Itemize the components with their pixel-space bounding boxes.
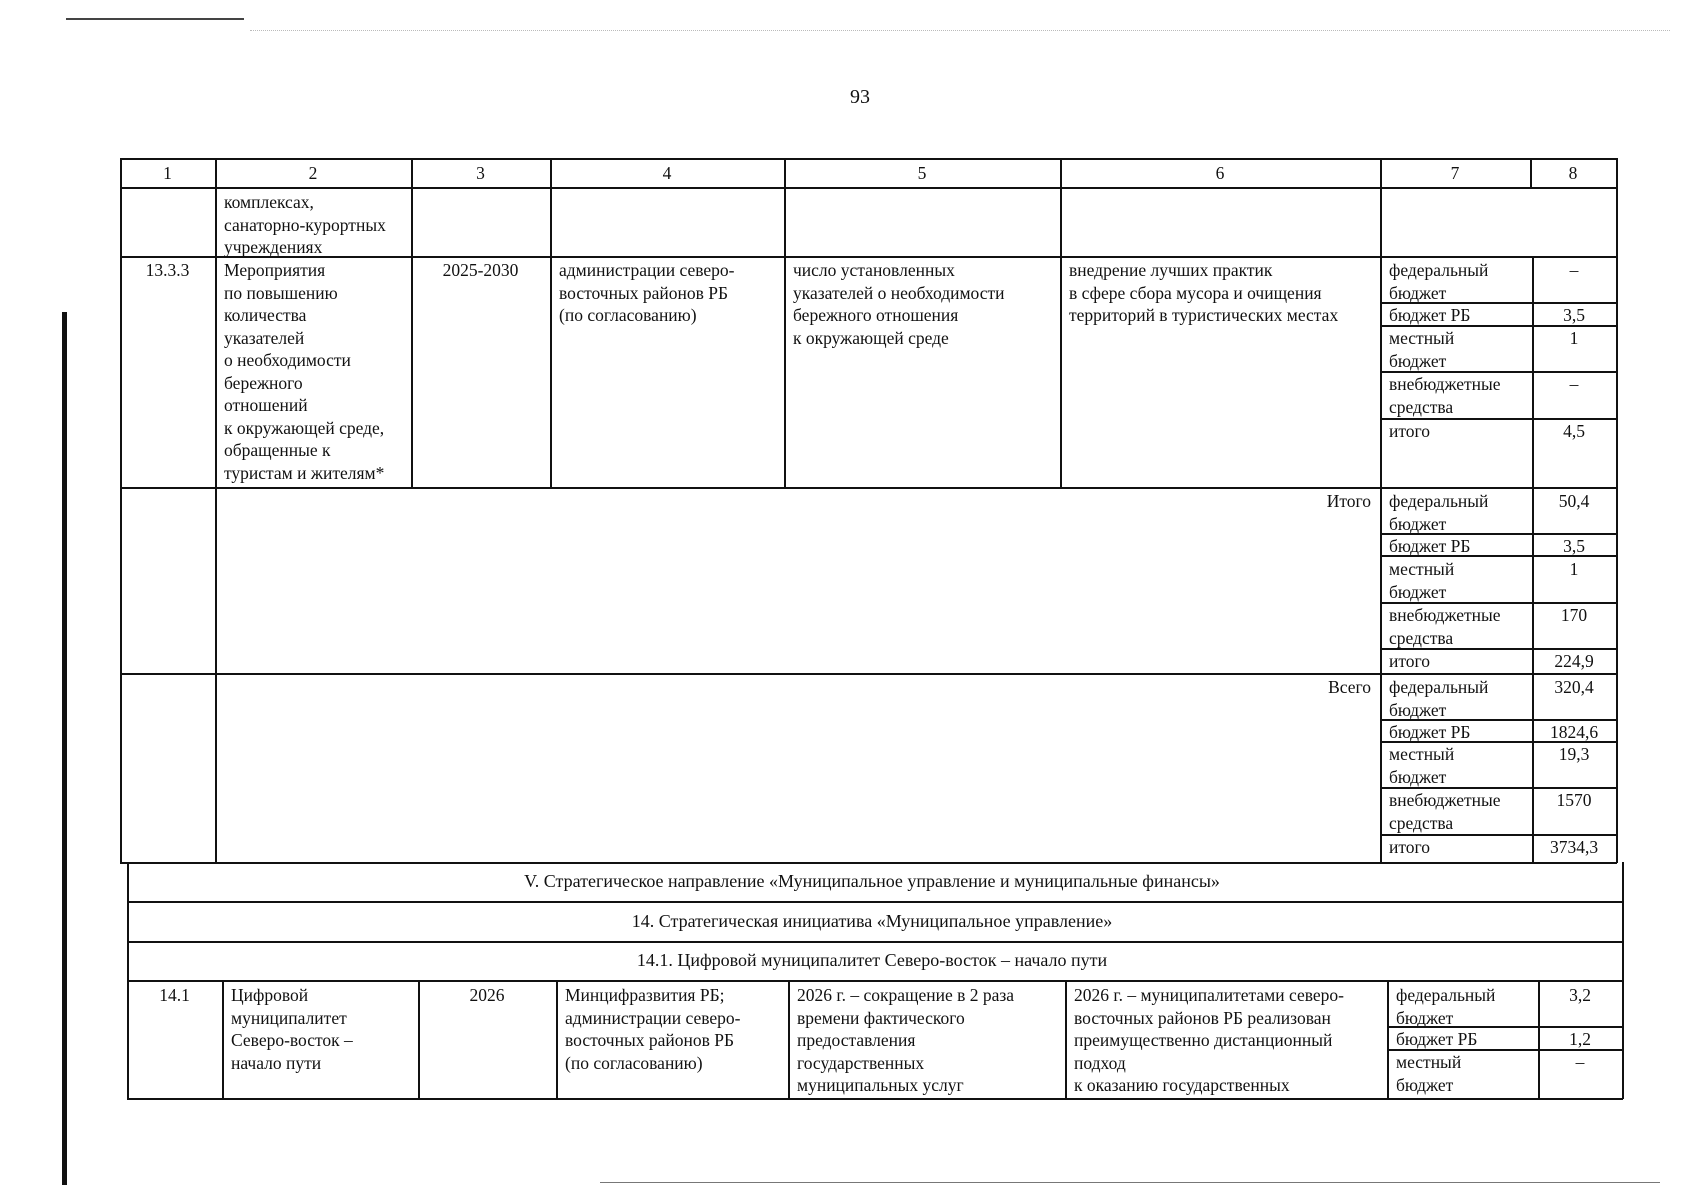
row-13-3-3-indicator: число установленных указателей о необходимости бережного отношения к окружающей среде (793, 260, 1005, 348)
itogo-source-federal: федеральный бюджет (1389, 491, 1489, 534)
vsego-value-total: 3734,3 (1549, 837, 1599, 857)
header-col-8: 8 (1568, 163, 1578, 183)
page-number: 93 (850, 86, 870, 108)
row-14-1-number: 14.1 (159, 985, 190, 1005)
vsego-value-local: 19,3 (1558, 744, 1590, 764)
row-13-3-3-number: 13.3.3 (145, 260, 190, 280)
fin-value-total: 4,5 (1563, 421, 1585, 441)
row-14-1-indicator: 2026 г. – сокращение в 2 раза времени фактического предоставления государственных муниципальных услуг (797, 985, 1015, 1095)
fin-source-rb: бюджет РБ (1389, 305, 1471, 325)
row-14-1-source-rb: бюджет РБ (1396, 1029, 1478, 1049)
fin-value-extra: – (1569, 374, 1579, 394)
row-14-1-executor: Минцифразвития РБ; администрации северо- восточных районов РБ (по согласованию) (565, 985, 741, 1073)
header-col-4: 4 (662, 163, 672, 183)
vsego-value-extra: 1570 (1556, 790, 1592, 810)
scan-left-edge (62, 312, 67, 1185)
itogo-value-extra: 170 (1560, 605, 1588, 625)
row-13-3-3-period: 2025-2030 (442, 260, 519, 280)
row-14-1-value-federal: 3,2 (1569, 985, 1591, 1005)
project-14-1-title: 14.1. Цифровой муниципалитет Северо-восток – начало пути (636, 950, 1108, 970)
vsego-source-extra: внебюджетные средства (1389, 790, 1501, 833)
vsego-source-federal: федеральный бюджет (1389, 677, 1489, 720)
itogo-value-federal: 50,4 (1558, 491, 1590, 511)
itogo-label: Итого (1326, 491, 1371, 511)
fin-source-local: местный бюджет (1389, 328, 1455, 371)
fin-value-rb: 3,5 (1563, 305, 1585, 325)
header-col-2: 2 (308, 163, 318, 183)
top-rule (66, 18, 244, 20)
vsego-label: Всего (1328, 677, 1371, 697)
itogo-source-total: итого (1389, 651, 1431, 671)
scan-dotted-rule (250, 30, 1670, 31)
itogo-source-rb: бюджет РБ (1389, 536, 1471, 556)
itogo-source-local: местный бюджет (1389, 559, 1455, 602)
vsego-source-total: итого (1389, 837, 1431, 857)
header-col-1: 1 (163, 163, 172, 183)
row-continuation-name: комплексах, санаторно-курортных учреждениях (224, 192, 386, 257)
header-col-6: 6 (1215, 163, 1225, 183)
row-14-1-period: 2026 (469, 985, 505, 1005)
row-13-3-3-executor: администрации северо- восточных районов РБ (по согласованию) (559, 260, 735, 325)
fin-source-federal: федеральный бюджет (1389, 260, 1489, 303)
row-14-1-result: 2026 г. – муниципалитетами северо- восточных районов РБ реализован преимущественно дистанционный подход к оказанию государственных (1074, 985, 1344, 1095)
itogo-value-local: 1 (1569, 559, 1579, 579)
row-14-1-name: Цифровой муниципалитет Северо-восток – начало пути (231, 985, 353, 1073)
header-col-5: 5 (917, 163, 927, 183)
itogo-value-total: 224,9 (1554, 651, 1594, 671)
vsego-value-federal: 320,4 (1554, 677, 1594, 697)
bottom-rule (600, 1182, 1660, 1183)
vsego-source-rb: бюджет РБ (1389, 722, 1471, 742)
itogo-source-extra: внебюджетные средства (1389, 605, 1501, 648)
header-col-7: 7 (1450, 163, 1460, 183)
fin-value-federal: – (1569, 260, 1579, 280)
section-v-title: V. Стратегическое направление «Муниципальное управление и муниципальные финансы» (524, 871, 1220, 891)
row-14-1-value-local: – (1575, 1052, 1585, 1072)
row-14-1-source-federal: федеральный бюджет (1396, 985, 1496, 1028)
fin-source-extra: внебюджетные средства (1389, 374, 1501, 417)
row-13-3-3-name: Мероприятия по повышению количества указателей о необходимости бережного отношений к окружающей среде, обращенные к туристам и жителям* (224, 260, 385, 483)
row-14-1-value-rb: 1,2 (1569, 1029, 1591, 1049)
row-14-1-source-local: местный бюджет (1396, 1052, 1462, 1095)
itogo-value-rb: 3,5 (1563, 536, 1585, 556)
row-13-3-3-result: внедрение лучших практик в сфере сбора мусора и очищения территорий в туристических местах (1069, 260, 1339, 325)
fin-value-local: 1 (1569, 328, 1579, 348)
vsego-value-rb: 1824,6 (1549, 722, 1599, 742)
vsego-source-local: местный бюджет (1389, 744, 1455, 787)
header-col-3: 3 (476, 163, 485, 183)
fin-source-total: итого (1389, 421, 1431, 441)
initiative-14-title: 14. Стратегическая инициатива «Муниципальное управление» (631, 911, 1113, 931)
